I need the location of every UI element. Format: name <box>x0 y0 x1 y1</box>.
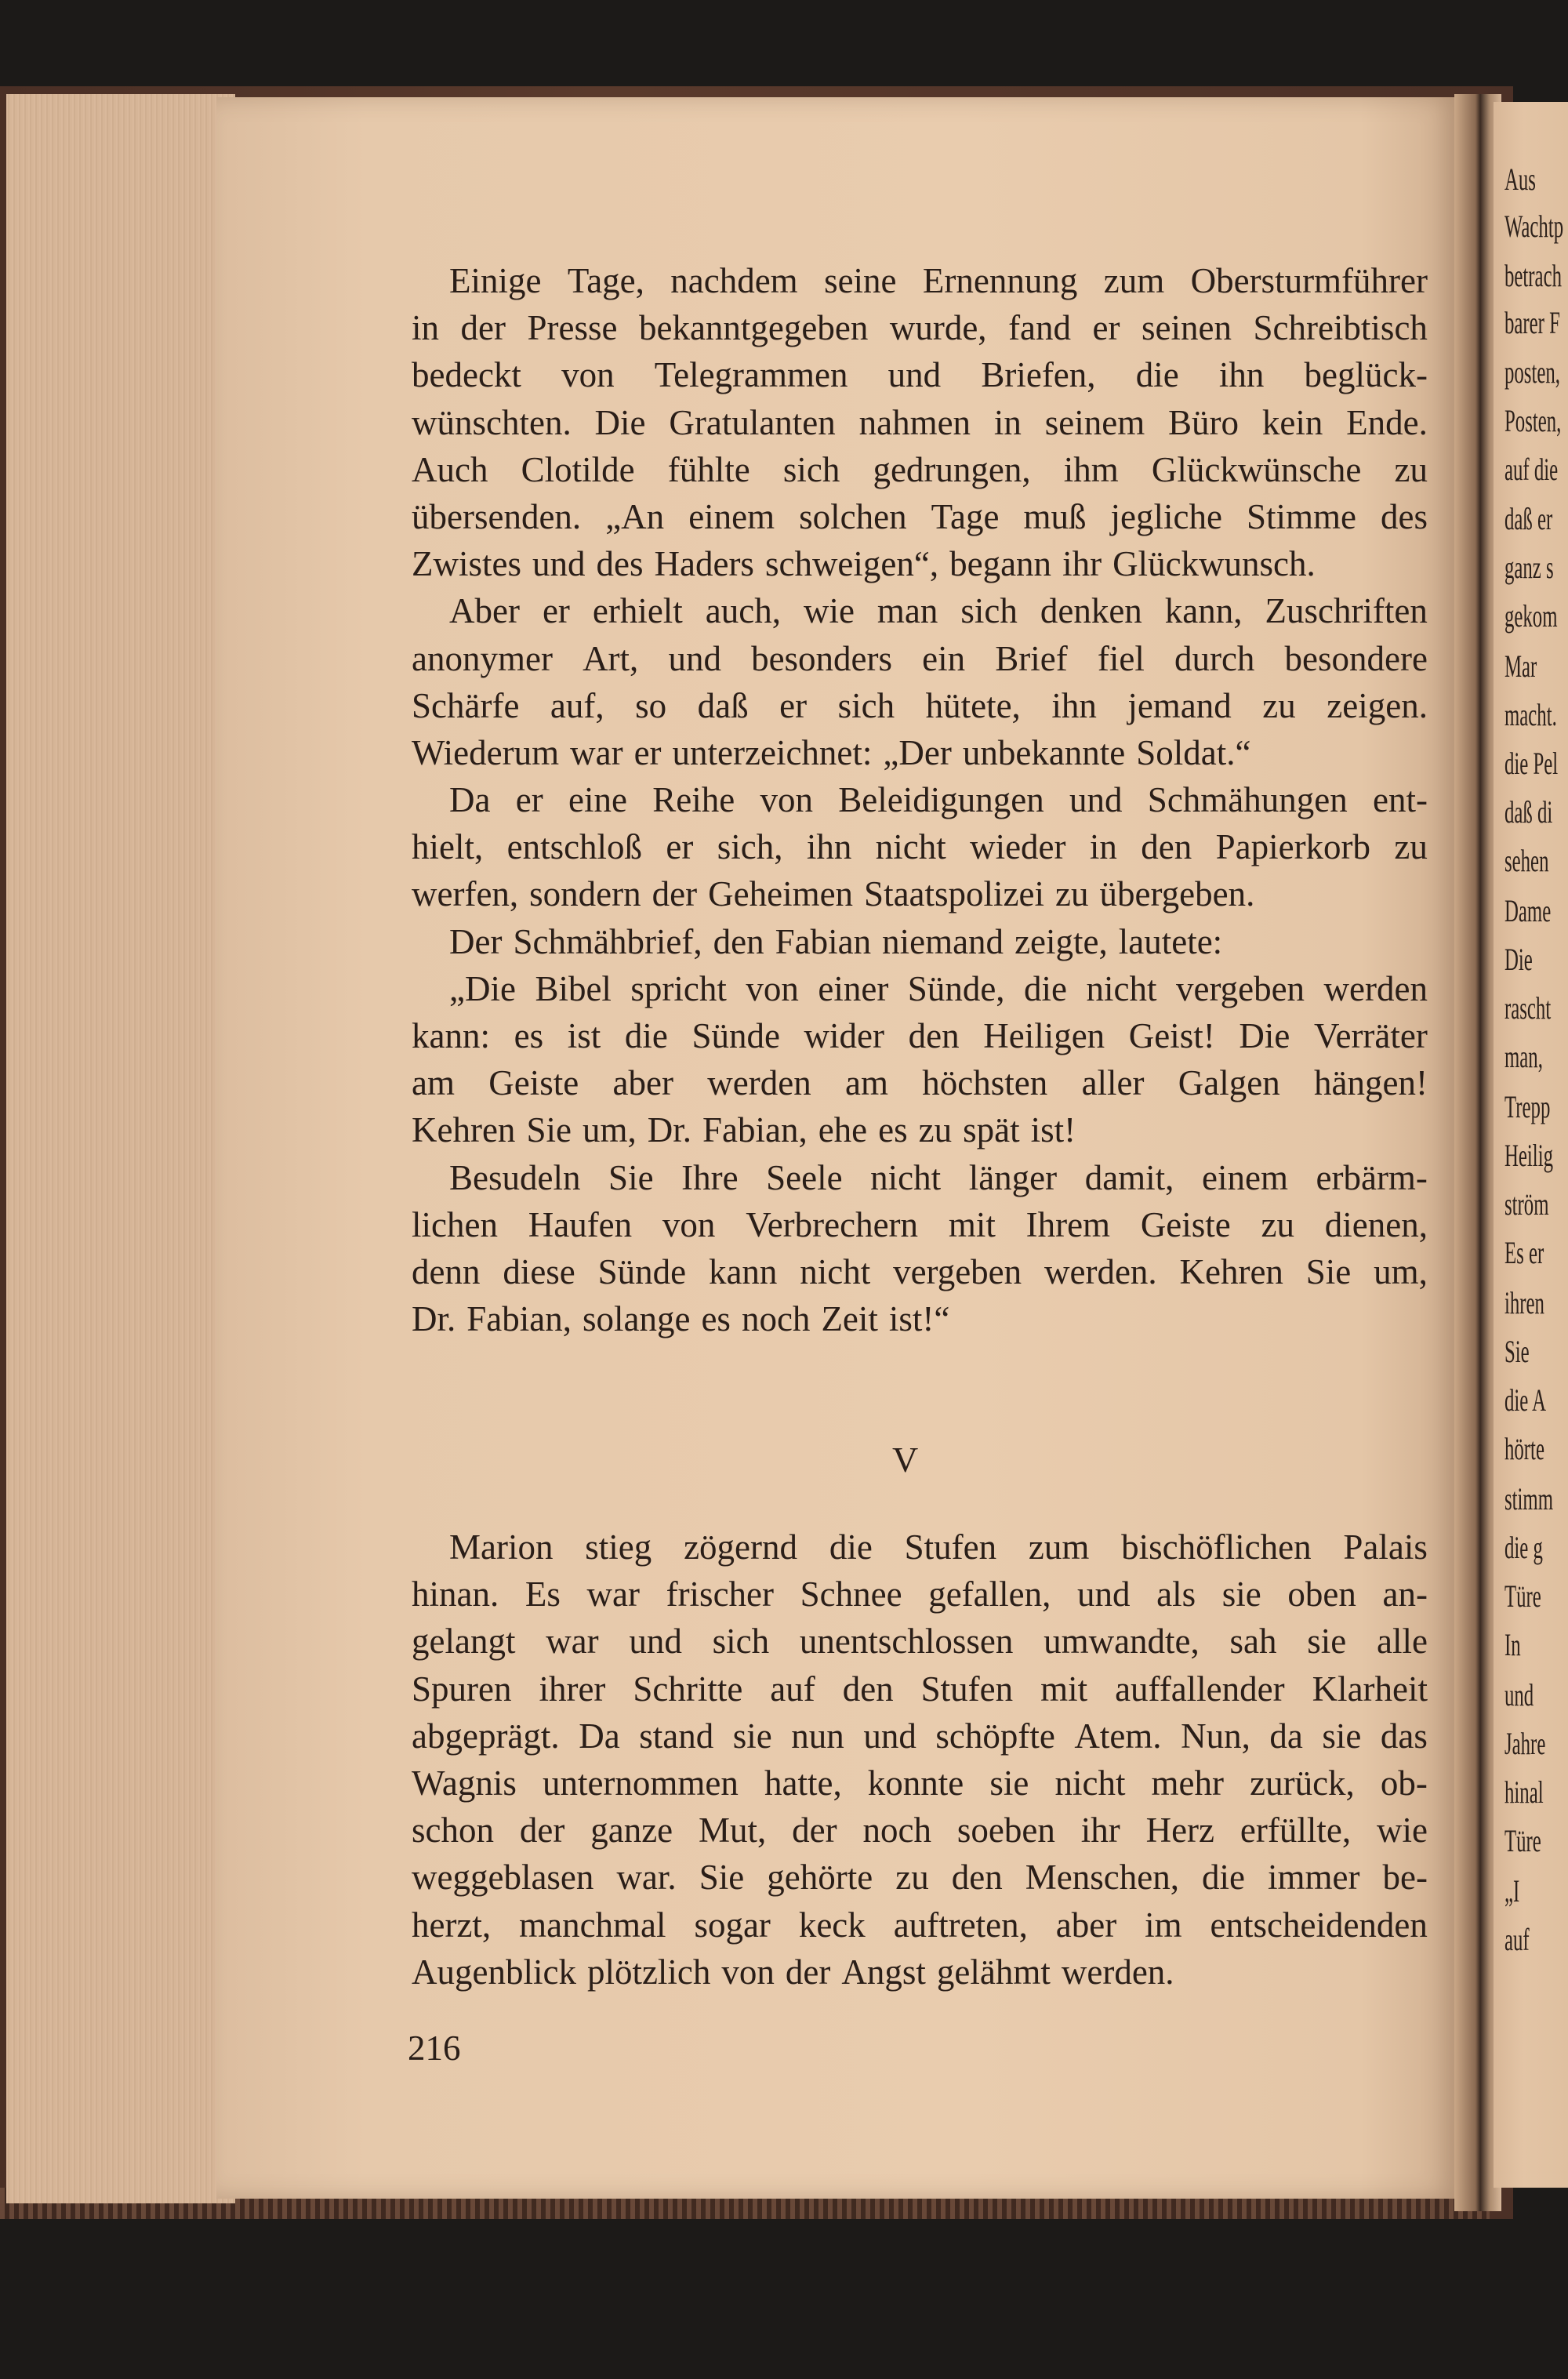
text-line: übersenden. „An einem solchen Tage muß jegliche Stimme des <box>412 496 1428 536</box>
right-page-text-fragment: Türe <box>1504 1578 1541 1614</box>
text-line: Aber er erhielt auch, wie man sich denken kann, Zuschriften <box>449 591 1428 631</box>
text-line: herzt, manchmal sogar keck auftreten, aber im entscheidenden <box>412 1905 1428 1945</box>
right-page-text-fragment: Mar <box>1504 648 1537 684</box>
right-page-text-fragment: daß er <box>1504 501 1553 536</box>
chapter-heading: V <box>892 1440 919 1480</box>
text-line: Auch Clotilde fühlte sich gedrungen, ihm Glückwünsche zu <box>412 449 1428 489</box>
right-page-text-fragment: Es er <box>1504 1235 1544 1270</box>
right-page-text-fragment: macht. <box>1504 697 1557 732</box>
right-page-text-fragment: sehen <box>1504 843 1549 878</box>
text-line: Wiederum war er unterzeichnet: „Der unbekannte Soldat.“ <box>412 732 1251 772</box>
text-line: abgeprägt. Da stand sie nun und schöpfte Atem. Nun, da sie das <box>412 1716 1428 1756</box>
right-page-text-fragment: Sie <box>1504 1334 1530 1369</box>
right-page-text-fragment: die A <box>1504 1382 1547 1418</box>
right-page-text-fragment: daß di <box>1504 794 1553 830</box>
text-line: weggeblasen war. Sie gehörte zu den Menschen, die immer be- <box>412 1858 1428 1898</box>
text-line: Zwistes und des Haders schweigen“, begann ihr Glückwunsch. <box>412 544 1316 584</box>
right-page-text-fragment: Aus <box>1504 162 1536 197</box>
right-page-text-fragment: auf <box>1504 1922 1530 1957</box>
right-page-text-fragment: Jahre <box>1504 1726 1546 1761</box>
text-line: anonymer Art, und besonders ein Brief fiel durch besondere <box>412 638 1428 678</box>
text-line: hinan. Es war frischer Schnee gefallen, und als sie oben an- <box>412 1574 1428 1614</box>
text-line: am Geiste aber werden am höchsten aller Galgen hängen! <box>412 1063 1428 1103</box>
right-page-text-fragment: stimm <box>1504 1481 1554 1516</box>
right-page-text-fragment: „I <box>1504 1873 1520 1909</box>
right-page-text-fragment: ihren <box>1504 1285 1544 1320</box>
right-page-text-fragment: und <box>1504 1677 1534 1713</box>
text-line: Wagnis unternommen hatte, konnte sie nicht mehr zurück, ob- <box>412 1763 1428 1803</box>
right-page-text-fragment: barer F <box>1504 305 1560 340</box>
text-line: „Die Bibel spricht von einer Sünde, die nicht vergeben werden <box>449 968 1428 1008</box>
text-line: gelangt war und sich unentschlossen umwandte, sah sie alle <box>412 1622 1428 1662</box>
text-line: kann: es ist die Sünde wider den Heiligen Geist! Die Verräter <box>412 1016 1428 1055</box>
text-line: Der Schmähbrief, den Fabian niemand zeigte, lautete: <box>449 921 1223 961</box>
text-line: Marion stieg zögernd die Stufen zum bischöflichen Palais <box>449 1527 1428 1567</box>
right-page-text-fragment: Türe <box>1504 1823 1541 1858</box>
text-line: lichen Haufen von Verbrechern mit Ihrem Geiste zu dienen, <box>412 1204 1428 1244</box>
text-line: Einige Tage, nachdem seine Ernennung zum Obersturmführer <box>449 261 1428 300</box>
text-line: Augenblick plötzlich von der Angst gelähmt werden. <box>412 1952 1174 1992</box>
right-page-text-fragment: Posten, <box>1504 403 1562 438</box>
right-page-text-fragment: hörte <box>1504 1431 1544 1466</box>
right-page-text-fragment: die g <box>1504 1530 1543 1565</box>
right-page-text-fragment: betrach <box>1504 258 1562 293</box>
text-line: werfen, sondern der Geheimen Staatspolizei zu übergeben. <box>412 874 1255 914</box>
right-page-text-fragment: man, <box>1504 1039 1543 1074</box>
right-page-text-fragment: posten, <box>1504 354 1560 390</box>
text-line: Besudeln Sie Ihre Seele nicht länger damit, einem erbärm- <box>449 1157 1428 1197</box>
page-number: 216 <box>408 2029 461 2068</box>
text-line: hielt, entschloß er sich, ihn nicht wieder in den Papierkorb zu <box>412 827 1428 867</box>
right-page-text-fragment: ström <box>1504 1186 1549 1222</box>
right-page-text-fragment: hinal <box>1504 1774 1544 1810</box>
right-page-text-fragment: Trepp <box>1504 1089 1551 1124</box>
right-page-text-fragment: Dame <box>1504 893 1552 928</box>
text-line: denn diese Sünde kann nicht vergeben werden. Kehren Sie um, <box>412 1251 1428 1291</box>
right-page-text-fragment: In <box>1504 1627 1521 1662</box>
text-line: in der Presse bekanntgegeben wurde, fand er seinen Schreibtisch <box>412 308 1428 348</box>
page-stack-edges <box>6 94 235 2203</box>
text-line: wünschten. Die Gratulanten nahmen in seinem Büro kein Ende. <box>412 402 1428 442</box>
text-line: Schärfe auf, so daß er sich hütete, ihn jemand zu zeigen. <box>412 685 1428 725</box>
right-page-text-fragment: auf die <box>1504 452 1559 487</box>
right-page-text-fragment: Wachtp <box>1504 209 1564 244</box>
body-text-bottom <box>412 1524 1428 1996</box>
right-page-text-fragment: die Pel <box>1504 746 1559 781</box>
text-line: schon der ganze Mut, der noch soeben ihr Herz erfüllte, wie <box>412 1811 1428 1851</box>
body-text-top <box>412 257 1428 1342</box>
right-page-text-fragment: rascht <box>1504 990 1552 1026</box>
right-page-text-fragment: Heilig <box>1504 1138 1553 1173</box>
right-page-text-fragment: gekom <box>1504 598 1558 634</box>
right-page-text-fragment: ganz s <box>1504 550 1554 585</box>
text-line: Dr. Fabian, solange es noch Zeit ist!“ <box>412 1299 950 1339</box>
text-line: Da er eine Reihe von Beleidigungen und Schmähungen ent- <box>449 780 1428 820</box>
right-page-fragment <box>1494 102 1568 2188</box>
text-line: Kehren Sie um, Dr. Fabian, ehe es zu spät ist! <box>412 1110 1076 1150</box>
text-line: bedeckt von Telegrammen und Briefen, die ihn beglück- <box>412 355 1428 395</box>
right-page-text-fragment: Die <box>1504 942 1533 977</box>
text-line: Spuren ihrer Schritte auf den Stufen mit auffallender Klarheit <box>412 1669 1428 1709</box>
